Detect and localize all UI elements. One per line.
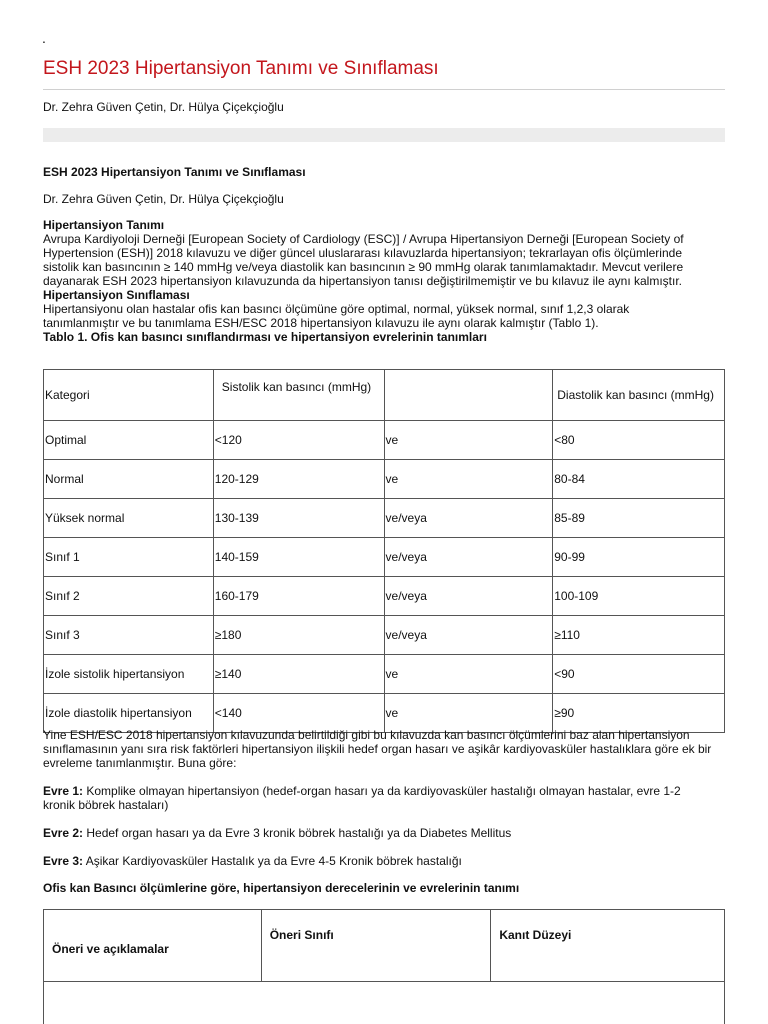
cell-diastolic: <90 <box>553 655 725 694</box>
cell-connector: ve/veya <box>384 499 553 538</box>
table-row <box>44 655 725 694</box>
table-row <box>44 460 725 499</box>
cell-category: İzole sistolik hipertansiyon <box>44 655 214 694</box>
header-evidence: Kanıt Düzeyi <box>491 910 725 982</box>
grey-band <box>43 128 725 142</box>
header-category: Kategori <box>44 370 214 421</box>
cell-category: Optimal <box>44 421 214 460</box>
cell-systolic: <120 <box>213 421 384 460</box>
cell-connector: ve/veya <box>384 538 553 577</box>
cell-diastolic: 90-99 <box>553 538 725 577</box>
cell-systolic: 130-139 <box>213 499 384 538</box>
table-row <box>44 499 725 538</box>
title-divider <box>43 89 725 90</box>
classification-heading: Hipertansiyon Sınıflaması <box>43 288 190 302</box>
office-heading: Ofis kan Basıncı ölçümlerine göre, hipertansiyon derecelerinin ve evrelerinin tanımı <box>43 881 520 895</box>
cell-diastolic: 85-89 <box>553 499 725 538</box>
stage-1 <box>43 784 713 812</box>
table-row <box>44 577 725 616</box>
stage-3 <box>43 854 713 868</box>
cell-connector: ve <box>384 421 553 460</box>
bullet-mark: . <box>42 30 46 46</box>
table-header-row <box>44 370 725 421</box>
stage-2-text: Hedef organ hasarı ya da Evre 3 kronik böbrek hastalığı ya da Diabetes Mellitus <box>83 826 512 840</box>
recommendation-table <box>43 909 725 1024</box>
stage-2 <box>43 826 713 840</box>
header-diastolic: Diastolik kan basıncı (mmHg) <box>553 370 725 421</box>
cell-systolic: ≥140 <box>213 655 384 694</box>
table-row <box>44 421 725 460</box>
cell-category: İzole diastolik hipertansiyon <box>44 694 214 733</box>
page-title: ESH 2023 Hipertansiyon Tanımı ve Sınıflaması <box>43 58 439 79</box>
header-connector <box>384 370 553 421</box>
cell-diastolic: <80 <box>553 421 725 460</box>
cell-category: Yüksek normal <box>44 499 214 538</box>
stage-3-text: Aşikar Kardiyovasküler Hastalık ya da Evre 4-5 Kronik böbrek hastalığı <box>83 854 462 868</box>
rec-cell-span <box>44 982 725 1024</box>
definition-text: Avrupa Kardiyoloji Derneği [European Society of Cardiology (ESC)] / Avrupa Hipertansiyon Derneği [European Society of Hypertension (ESH)] 2018 kılavuzu ve diğer güncel uluslararası kılavuzlarda hipertansiyon; tekrarlayan ofis ölçümlerinde sistolik kan basıncının ≥ 140 mmHg ve/veya diastolik kan basıncının ≥ 90 mmHg olarak tanımlamaktadır. Mevcut verilere dayanarak ESH 2023 hipertansiyon kılavuzunda da hipertansiyon tanısı değiştirilmemiştir ve bu kılavuz ile aynı kalmıştır. <box>43 232 684 288</box>
staging-section <box>43 728 713 882</box>
classification-text: Hipertansiyonu olan hastalar ofis kan basıncı ölçümüne göre optimal, normal, yüksek normal, sınıf 1,2,3 olarak tanımlanmıştır ve bu tanımlama ESH/ESC 2018 hipertansiyon kılavuzu ile aynı olarak kalmıştır (Tablo 1). <box>43 302 630 330</box>
cell-systolic: 160-179 <box>213 577 384 616</box>
document-authors: Dr. Zehra Güven Çetin, Dr. Hülya Çiçekçioğlu <box>43 192 284 206</box>
cell-connector: ve/veya <box>384 616 553 655</box>
article-body <box>43 165 707 344</box>
cell-systolic: 120-129 <box>213 460 384 499</box>
table-row <box>44 538 725 577</box>
cell-systolic: 140-159 <box>213 538 384 577</box>
stage-1-text: Komplike olmayan hipertansiyon (hedef-organ hasarı ya da kardiyovasküler hastalığı olmayan hastalar, evre 1-2 kronik böbrek hastaları) <box>43 784 681 812</box>
cell-category: Normal <box>44 460 214 499</box>
cell-connector: ve <box>384 655 553 694</box>
cell-connector: ve/veya <box>384 577 553 616</box>
stage-1-label: Evre 1: <box>43 784 84 798</box>
cell-category: Sınıf 1 <box>44 538 214 577</box>
bp-classification-table <box>43 369 725 733</box>
header-recommendation: Öneri ve açıklamalar <box>44 910 262 982</box>
cell-connector: ve <box>384 460 553 499</box>
table-row <box>44 616 725 655</box>
table-caption: Tablo 1. Ofis kan basıncı sınıflandırması ve hipertansiyon evrelerinin tanımları <box>43 330 487 344</box>
cell-diastolic: ≥90 <box>553 694 725 733</box>
rec-header-row <box>44 910 725 982</box>
cell-systolic: ≥180 <box>213 616 384 655</box>
authors-header: Dr. Zehra Güven Çetin, Dr. Hülya Çiçekçioğlu <box>43 100 284 114</box>
staging-intro: Yine ESH/ESC 2018 hipertansiyon kılavuzunda belirtildiği gibi bu kılavuzda kan basıncı ölçümlerini baz alan hipertansiyon sınıflamasının yanı sıra risk faktörleri hipertansiyon ilişkili hedef organ hasarı ve aşikâr kardiyovasküler hastalıklara göre ek bir evreleme tanımlanmıştır. Buna göre: <box>43 728 712 770</box>
cell-connector: ve <box>384 694 553 733</box>
cell-diastolic: ≥110 <box>553 616 725 655</box>
cell-diastolic: 80-84 <box>553 460 725 499</box>
definition-heading: Hipertansiyon Tanımı <box>43 218 165 232</box>
cell-diastolic: 100-109 <box>553 577 725 616</box>
rec-row <box>44 982 725 1024</box>
document-title: ESH 2023 Hipertansiyon Tanımı ve Sınıflaması <box>43 165 306 179</box>
stage-2-label: Evre 2: <box>43 826 84 840</box>
cell-category: Sınıf 2 <box>44 577 214 616</box>
cell-systolic: <140 <box>213 694 384 733</box>
header-class: Öneri Sınıfı <box>261 910 491 982</box>
header-systolic: Sistolik kan basıncı (mmHg) <box>213 370 384 421</box>
table-row <box>44 694 725 733</box>
cell-category: Sınıf 3 <box>44 616 214 655</box>
stage-3-label: Evre 3: <box>43 854 84 868</box>
